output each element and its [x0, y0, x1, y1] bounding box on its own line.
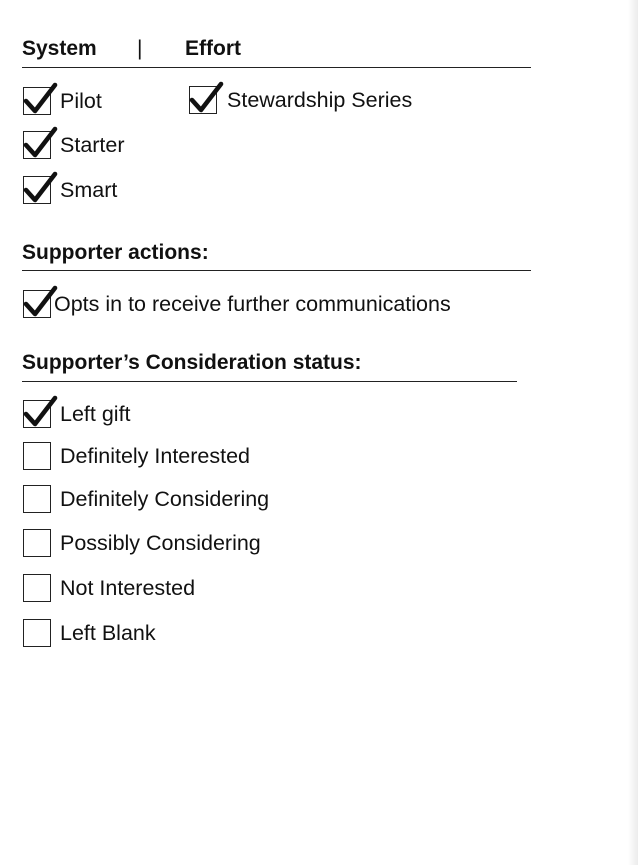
checkbox-box[interactable]	[23, 400, 51, 428]
effort-heading: Effort	[185, 37, 241, 60]
checkbox-possibly-considering[interactable]	[23, 527, 261, 559]
checkbox-box[interactable]	[23, 619, 51, 647]
checkbox-label: Stewardship Series	[227, 88, 413, 112]
checkbox-box[interactable]	[23, 176, 51, 204]
checkbox-box[interactable]	[23, 529, 51, 557]
checkbox-label: Opts in to receive further communications	[54, 292, 451, 316]
checkbox-label: Pilot	[60, 89, 102, 113]
checkbox-system-pilot[interactable]	[23, 85, 102, 117]
checkbox-label: Smart	[60, 178, 118, 202]
checkbox-label: Definitely Considering	[60, 487, 270, 511]
checkbox-box[interactable]	[23, 574, 51, 602]
checkbox-label: Definitely Interested	[60, 444, 251, 468]
checkbox-box[interactable]	[23, 87, 51, 115]
checkbox-box[interactable]	[23, 485, 51, 513]
checkbox-system-smart[interactable]	[23, 174, 117, 206]
checkbox-label: Possibly Considering	[60, 531, 261, 555]
header-separator: |	[137, 37, 143, 60]
checkbox-label: Starter	[60, 133, 125, 157]
checkmark-icon	[23, 82, 57, 116]
checkbox-label: Not Interested	[60, 576, 196, 600]
consideration-heading: Supporter’s Consideration status:	[22, 351, 362, 374]
checkbox-box[interactable]	[23, 131, 51, 159]
checkbox-definitely-interested[interactable]	[23, 440, 250, 472]
checkbox-box[interactable]	[23, 442, 51, 470]
checkbox-left-blank[interactable]	[23, 617, 156, 649]
checkbox-opts-in[interactable]	[23, 288, 451, 320]
checkbox-left-gift[interactable]	[23, 398, 131, 430]
supporter-actions-heading: Supporter actions:	[22, 241, 209, 264]
checkmark-icon	[23, 395, 57, 429]
consideration-rule	[22, 381, 517, 382]
checkbox-box[interactable]	[189, 86, 217, 114]
checkbox-system-starter[interactable]	[23, 129, 125, 161]
checkmark-icon	[189, 81, 223, 115]
checkbox-label: Left gift	[60, 402, 131, 426]
checkbox-label: Left Blank	[60, 621, 156, 645]
checkmark-icon	[23, 171, 57, 205]
header-rule	[22, 67, 531, 68]
checkbox-definitely-considering[interactable]	[23, 483, 269, 515]
checkbox-effort-stewardship[interactable]	[189, 84, 412, 116]
system-heading: System	[22, 37, 97, 60]
checkmark-icon	[23, 126, 57, 160]
checkbox-not-interested[interactable]	[23, 572, 195, 604]
supporter-actions-rule	[22, 270, 531, 271]
page-edge	[628, 0, 638, 865]
checkmark-icon	[23, 285, 57, 319]
checkbox-box[interactable]	[23, 290, 51, 318]
